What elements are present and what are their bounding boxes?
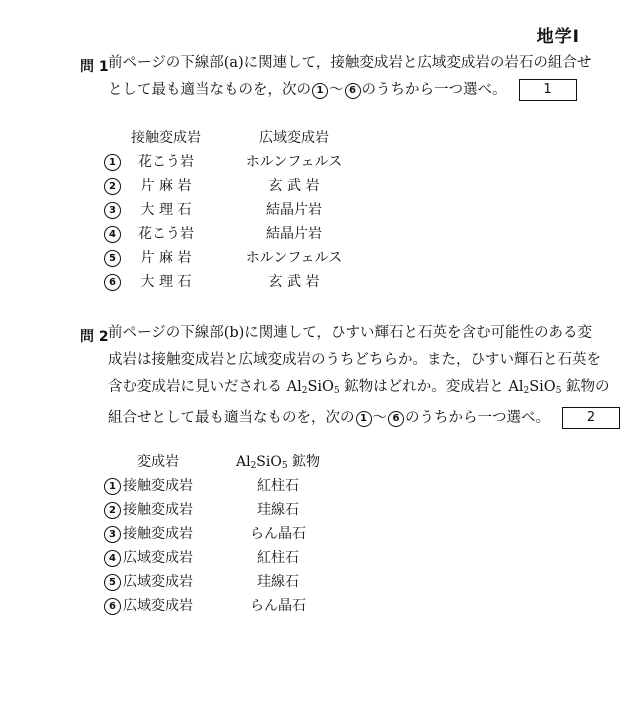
question-1-text (108, 50, 592, 104)
header-al: Al (235, 454, 251, 470)
choice-number: 3 (104, 526, 121, 543)
line-4-post: のうちから一つ選べ。 (405, 410, 550, 426)
choice-number: 1 (104, 154, 121, 171)
subscript-2: 2 (301, 386, 308, 396)
cell-contact: 大 理 石 (140, 274, 192, 290)
choice-number: 3 (104, 202, 121, 219)
line-4-pre: 組合せとして最も適当なものを，次の (108, 410, 355, 426)
range-separator: ～ (372, 410, 387, 426)
cell-rock: 広域変成岩 (123, 598, 193, 614)
cell-contact: 片 麻 岩 (140, 250, 192, 266)
range-start-marker: 1 (356, 411, 372, 427)
cell-regional: 玄 武 岩 (268, 274, 320, 290)
range-separator: ～ (329, 82, 344, 98)
cell-mineral: 珪線石 (257, 502, 299, 518)
cell-rock: 接触変成岩 (123, 478, 193, 494)
subscript-5: 5 (281, 461, 288, 471)
cell-mineral: 珪線石 (257, 574, 299, 590)
cell-rock: 広域変成岩 (123, 574, 193, 590)
header-sio: SiO (256, 454, 282, 470)
range-end-marker: 6 (388, 411, 404, 427)
choice-number: 4 (104, 550, 121, 567)
cell-mineral: 紅柱石 (257, 478, 299, 494)
question-1-line-2-post: のうちから一つ選べ。 (361, 82, 507, 98)
cell-mineral: らん晶石 (250, 598, 306, 614)
choice-number: 5 (104, 574, 121, 591)
line-3-part-d: SiO (529, 379, 556, 395)
question-2-line-2: 成岩は接触変成岩と広域変成岩のうちどちらか。また，ひすい輝石と石英を (108, 352, 601, 368)
cell-regional: 結晶片岩 (266, 226, 322, 242)
cell-contact: 花こう岩 (138, 226, 194, 242)
choice-number: 1 (104, 478, 121, 495)
cell-rock: 広域変成岩 (123, 550, 193, 566)
line-3-part-e: 鉱物の (561, 379, 610, 395)
answer-box-2[interactable]: 2 (562, 407, 620, 429)
choice-number: 2 (104, 502, 121, 519)
line-3-part-a: 含む変成岩に見いだされる Al (108, 379, 302, 395)
answer-box-1[interactable]: 1 (519, 79, 577, 101)
question-2-line-4 (108, 405, 596, 432)
cell-contact: 花こう岩 (138, 154, 194, 170)
range-start-marker: 1 (312, 83, 328, 99)
column-header-contact: 接触変成岩 (131, 130, 201, 146)
choice-number: 4 (104, 226, 121, 243)
line-3-part-c: 鉱物はどれか。変成岩と Al (339, 379, 524, 395)
subject-title: 地学Ⅰ (536, 27, 580, 47)
question-2-line-1: 前ページの下線部(b)に関連して，ひすい輝石と石英を含む可能性のある変 (108, 325, 593, 341)
subscript-5: 5 (333, 386, 340, 396)
question-1-line-2 (108, 77, 558, 104)
column-header-rock: 変成岩 (137, 454, 179, 470)
subscript-5: 5 (555, 386, 562, 396)
cell-contact: 片 麻 岩 (140, 178, 192, 194)
line-3-part-b: SiO (307, 379, 334, 395)
choice-number: 6 (104, 274, 121, 291)
question-1-line-2-pre: として最も適当なものを，次の (108, 82, 311, 98)
cell-regional: ホルンフェルス (245, 250, 343, 266)
question-1-line-1: 前ページの下線部(a)に関連して，接触変成岩と広域変成岩の岩石の組合せ (108, 55, 592, 71)
question-2-label: 問 2 (80, 329, 109, 345)
choice-number: 6 (104, 598, 121, 615)
range-end-marker: 6 (345, 83, 361, 99)
column-header-regional: 広域変成岩 (259, 130, 329, 146)
cell-mineral: らん晶石 (250, 526, 306, 542)
cell-regional: 玄 武 岩 (268, 178, 320, 194)
cell-rock: 接触変成岩 (123, 526, 193, 542)
subscript-2: 2 (523, 386, 530, 396)
choice-number: 2 (104, 178, 121, 195)
choice-number: 5 (104, 250, 121, 267)
question-2-line-3 (108, 374, 610, 405)
cell-contact: 大 理 石 (140, 202, 192, 218)
subscript-2: 2 (250, 461, 257, 471)
header-mineral-word: 鉱物 (287, 454, 321, 470)
cell-regional: 結晶片岩 (266, 202, 322, 218)
cell-rock: 接触変成岩 (123, 502, 193, 518)
cell-regional: ホルンフェルス (245, 154, 343, 170)
cell-mineral: 紅柱石 (257, 550, 299, 566)
question-2-text (108, 320, 610, 432)
question-1-label: 問 1 (80, 59, 109, 75)
